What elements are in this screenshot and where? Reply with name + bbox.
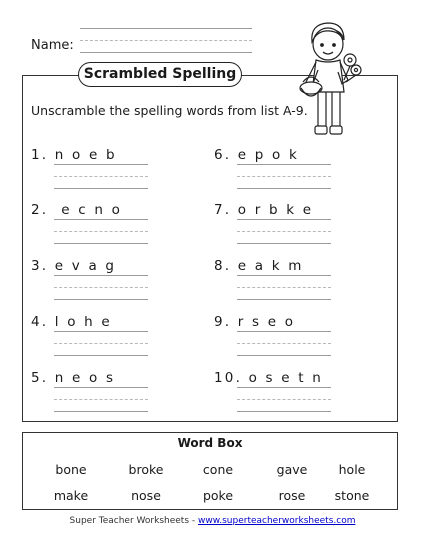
answer-line-dashed [237, 176, 331, 177]
scrambled-word: e a k m [237, 258, 304, 274]
word-box-word: broke [128, 462, 164, 477]
answer-line [54, 331, 148, 332]
item-3 [31, 258, 116, 274]
name-line-bottom[interactable] [80, 52, 252, 53]
word-box-title: Word Box [177, 436, 243, 450]
scrambled-word: e v a g [54, 258, 117, 274]
name-label: Name: [31, 38, 74, 53]
item-number: 7. [214, 202, 232, 218]
answer-line[interactable] [237, 355, 331, 356]
item-9 [214, 314, 295, 330]
answer-line-dashed [237, 231, 331, 232]
scrambled-word: e p o k [237, 147, 300, 163]
item-1 [31, 147, 117, 163]
answer-line [54, 387, 148, 388]
scrambled-word: l o h e [54, 314, 112, 330]
answer-line [54, 164, 148, 165]
answer-line [54, 219, 148, 220]
answer-line [237, 275, 331, 276]
word-box-word: cone [202, 462, 234, 477]
word-box-word: poke [202, 488, 234, 503]
answer-line[interactable] [237, 188, 331, 189]
answer-line [237, 219, 331, 220]
answer-line [237, 331, 331, 332]
scrambled-word: r s e o [237, 314, 296, 330]
scrambled-word: o s e t n [248, 370, 323, 386]
answer-line-dashed [54, 399, 148, 400]
answer-line [237, 387, 331, 388]
answer-line [54, 275, 148, 276]
answer-line[interactable] [54, 243, 148, 244]
item-number: 9. [214, 314, 232, 330]
scrambled-word: o r b k e [237, 202, 314, 218]
answer-line-dashed [237, 343, 331, 344]
name-line-top [80, 28, 252, 29]
answer-line-dashed [54, 287, 148, 288]
item-6 [214, 147, 299, 163]
item-7 [214, 202, 313, 218]
answer-line-dashed [54, 176, 148, 177]
item-2 [31, 202, 122, 218]
word-box-word: gave [276, 462, 308, 477]
item-number: 5. [31, 370, 49, 386]
answer-line[interactable] [237, 243, 331, 244]
answer-line[interactable] [54, 355, 148, 356]
item-10 [214, 370, 323, 386]
answer-line [237, 164, 331, 165]
footer-link[interactable]: www.superteacherworksheets.com [197, 516, 356, 526]
scrambled-word: n o e b [54, 147, 117, 163]
item-number: 6. [214, 147, 232, 163]
item-number: 8. [214, 258, 232, 274]
answer-line[interactable] [54, 299, 148, 300]
answer-line[interactable] [237, 299, 331, 300]
scrambled-word: e c n o [54, 202, 123, 218]
item-4 [31, 314, 112, 330]
item-number: 2. [31, 202, 49, 218]
footer-text: Super Teacher Worksheets - [69, 516, 198, 526]
student-mascot-illustration [298, 18, 364, 148]
word-box-word: bone [55, 462, 87, 477]
answer-line-dashed [54, 231, 148, 232]
answer-line[interactable] [54, 188, 148, 189]
instructions: Unscramble the spelling words from list A-9. [31, 103, 308, 118]
item-number: 3. [31, 258, 49, 274]
scrambled-word: n e o s [54, 370, 116, 386]
answer-line-dashed [237, 287, 331, 288]
item-5 [31, 370, 115, 386]
answer-line[interactable] [237, 411, 331, 412]
footer [0, 516, 425, 526]
item-number: 4. [31, 314, 49, 330]
answer-line-dashed [237, 399, 331, 400]
word-box-word: hole [338, 462, 366, 477]
item-number: 1. [31, 147, 49, 163]
worksheet-title: Scrambled Spelling [78, 62, 242, 87]
answer-line-dashed [54, 343, 148, 344]
word-box-word: rose [278, 488, 306, 503]
item-number: 10. [214, 370, 243, 386]
word-box-word: nose [131, 488, 161, 503]
item-8 [214, 258, 304, 274]
answer-line[interactable] [54, 411, 148, 412]
word-box-word: make [53, 488, 89, 503]
name-line-dashed [80, 40, 252, 41]
word-box-word: stone [334, 488, 370, 503]
